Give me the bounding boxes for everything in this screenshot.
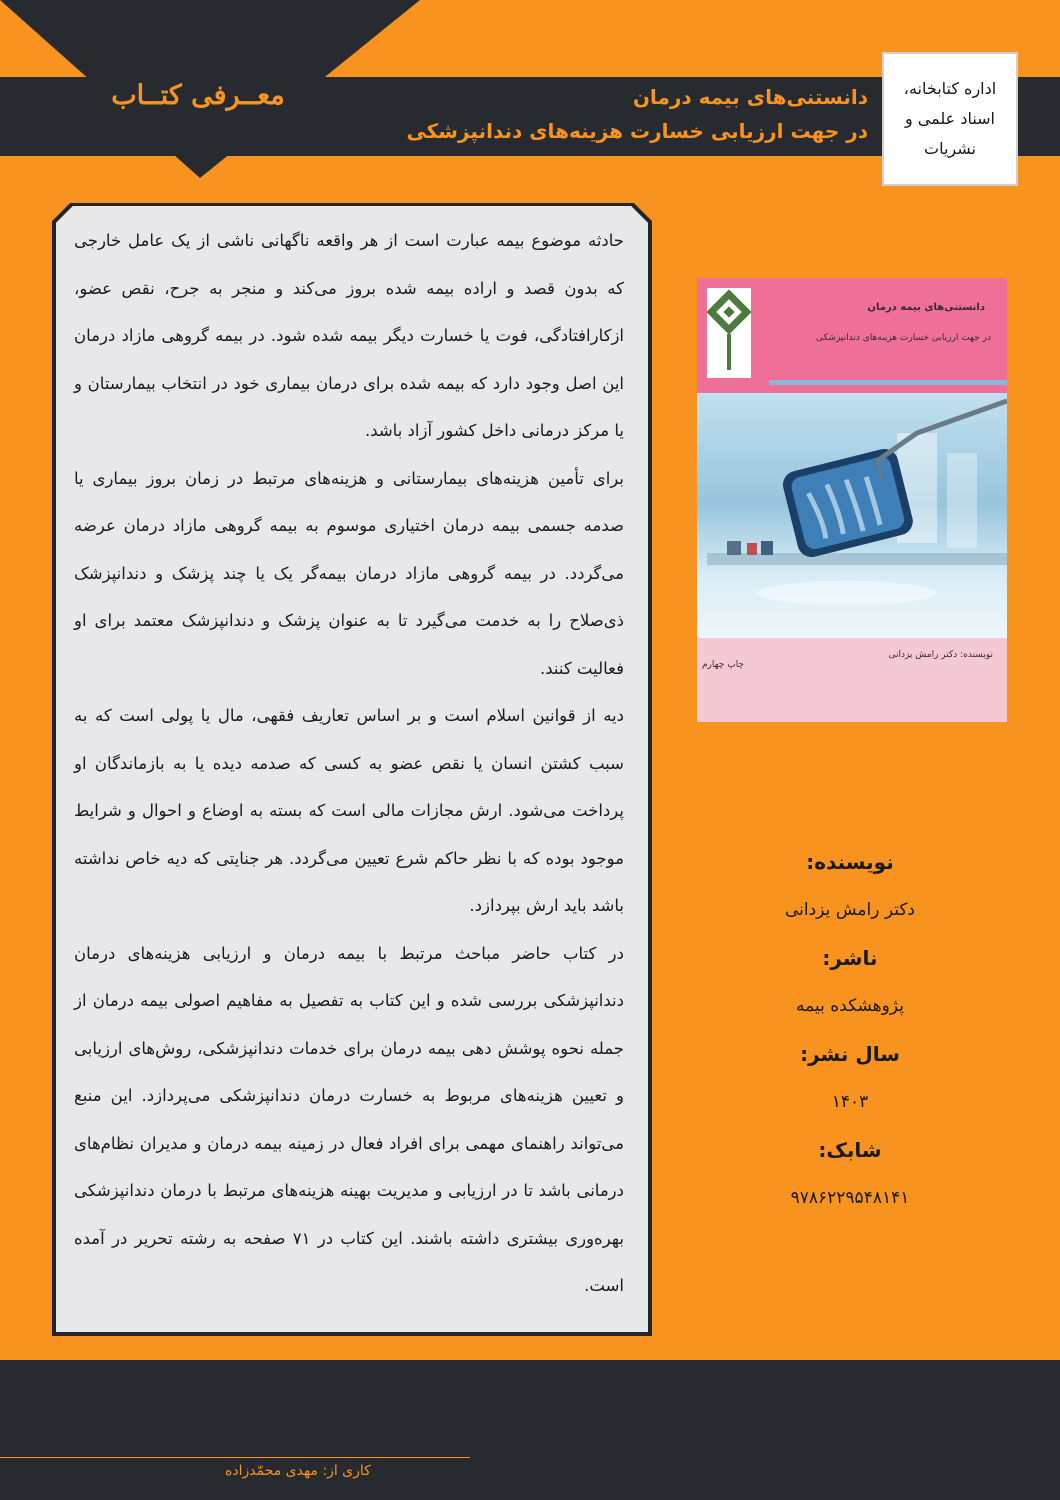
isbn-value: ۹۷۸۶۲۲۹۵۴۸۱۴۱ (790, 1188, 910, 1208)
book-info (700, 838, 1000, 1222)
cover-edition: چاپ چهارم (701, 660, 744, 670)
book-subtitle: در جهت ارزیابی خسارت هزینه‌های دندانپزشکی (406, 119, 868, 143)
paragraph: برای تأمین هزینه‌های بیمارستانی و هزینه‌های مرتبط در زمان بروز بیماری یا صدمه جسمی بیمه درمان اختیاری موسوم به بیمه گروهی مازاد درمان عرضه می‌گردد. در بیمه گروهی مازاد درمان بیمه‌گر یک یا چند پزشک و دندانپزشک ذی‌صلاح را به خدمت می‌گیرد تا به عنوان پزشک و دندانپزشک معتمد برای او فعالیت کنند. (74, 468, 624, 678)
publisher-label: ناشر: (822, 946, 878, 970)
office-name: اداره کتابخانه، اسناد علمی و نشریات (903, 79, 997, 158)
paragraph: دیه از قوانین اسلام است و بر اساس تعاریف فقهی، مال یا پولی است که به سبب کشتن انسان یا نقص عضو به کسی که صدمه دیده یا به بازماندگان او پرداخت می‌شود. ارش مجازات مالی است که بسته به اوضاع و احوال و شرایط موجود بوده که با نظر حاکم شرع تعیین می‌گردد. هر جنایتی که دیه خاص نداشته باشد باید ارش بپردازد. (74, 706, 624, 915)
publisher-value: پژوهشکده بیمه (796, 996, 904, 1016)
section-label: معــرفی کتــاب (111, 80, 285, 111)
paragraph: حادثه موضوع بیمه عبارت است از هر واقعه ناگهانی ناشی از یک عامل خارجی که بدون قصد و اراده بیمه شده بروز می‌کند و منجر به جرح، نقص عضو، ازکارافتادگی، فوت یا خسارت دیگر بیمه شده شود. در بیمه گروهی مازاد درمان این اصل وجود دارد که بیمه شده برای درمان بیماری خود در انتخاب بیمارستان و یا مرکز درمانی داخل کشور آزاد باشد. (74, 231, 624, 440)
book-cover (697, 278, 1007, 722)
book-title: دانستنی‌های بیمه درمان (632, 85, 868, 109)
cover-author: نویسنده: دکتر رامش یزدانی (888, 650, 993, 660)
cover-subtitle: در جهت ارزیابی خسارت هزینه‌های دندانپزشکی (815, 333, 991, 343)
cover-stripe (769, 380, 1007, 385)
cover-title: دانستنی‌های بیمه درمان (867, 302, 985, 313)
publisher-logo-icon (707, 288, 751, 378)
description-panel (52, 203, 652, 1336)
dental-xray-image (697, 393, 1007, 638)
footer-divider (0, 1457, 470, 1458)
footer-credit: کاری از: مهدی محمّدزاده (225, 1463, 371, 1479)
year-label: سال نشر: (800, 1042, 900, 1066)
footer (0, 1360, 1060, 1500)
author-label: نویسنده: (806, 850, 894, 874)
author-value: دکتر رامش یزدانی (785, 900, 915, 920)
year-value: ۱۴۰۳ (831, 1092, 869, 1112)
book-title-block (406, 80, 868, 148)
description-text (74, 217, 624, 1310)
isbn-label: شابک: (818, 1138, 882, 1162)
office-box (884, 54, 1016, 184)
paragraph: در کتاب حاضر مباحث مرتبط با بیمه درمان و ارزیابی هزینه‌های درمان دندانپزشکی بررسی شده و این کتاب به تفصیل به مفاهیم اصولی بیمه درمان از جمله نحوه پوشش دهی بیمه درمان برای خدمات دندانپزشکی، روش‌های ارزیابی و تعیین هزینه‌های مربوط به خسارت درمان دندانپزشکی می‌پردازد. این منبع می‌تواند راهنمای مهمی برای افراد فعال در زمینه بیمه درمان و مدیران نظام‌های درمانی باشد تا در ارزیابی و مدیریت بهینه هزینه‌های مرتبط با درمان دندانپزشکی بهره‌وری بیشتری داشته باشند. این کتاب در ۷۱ صفحه به رشته تحریر در آمده است. (74, 943, 624, 1295)
